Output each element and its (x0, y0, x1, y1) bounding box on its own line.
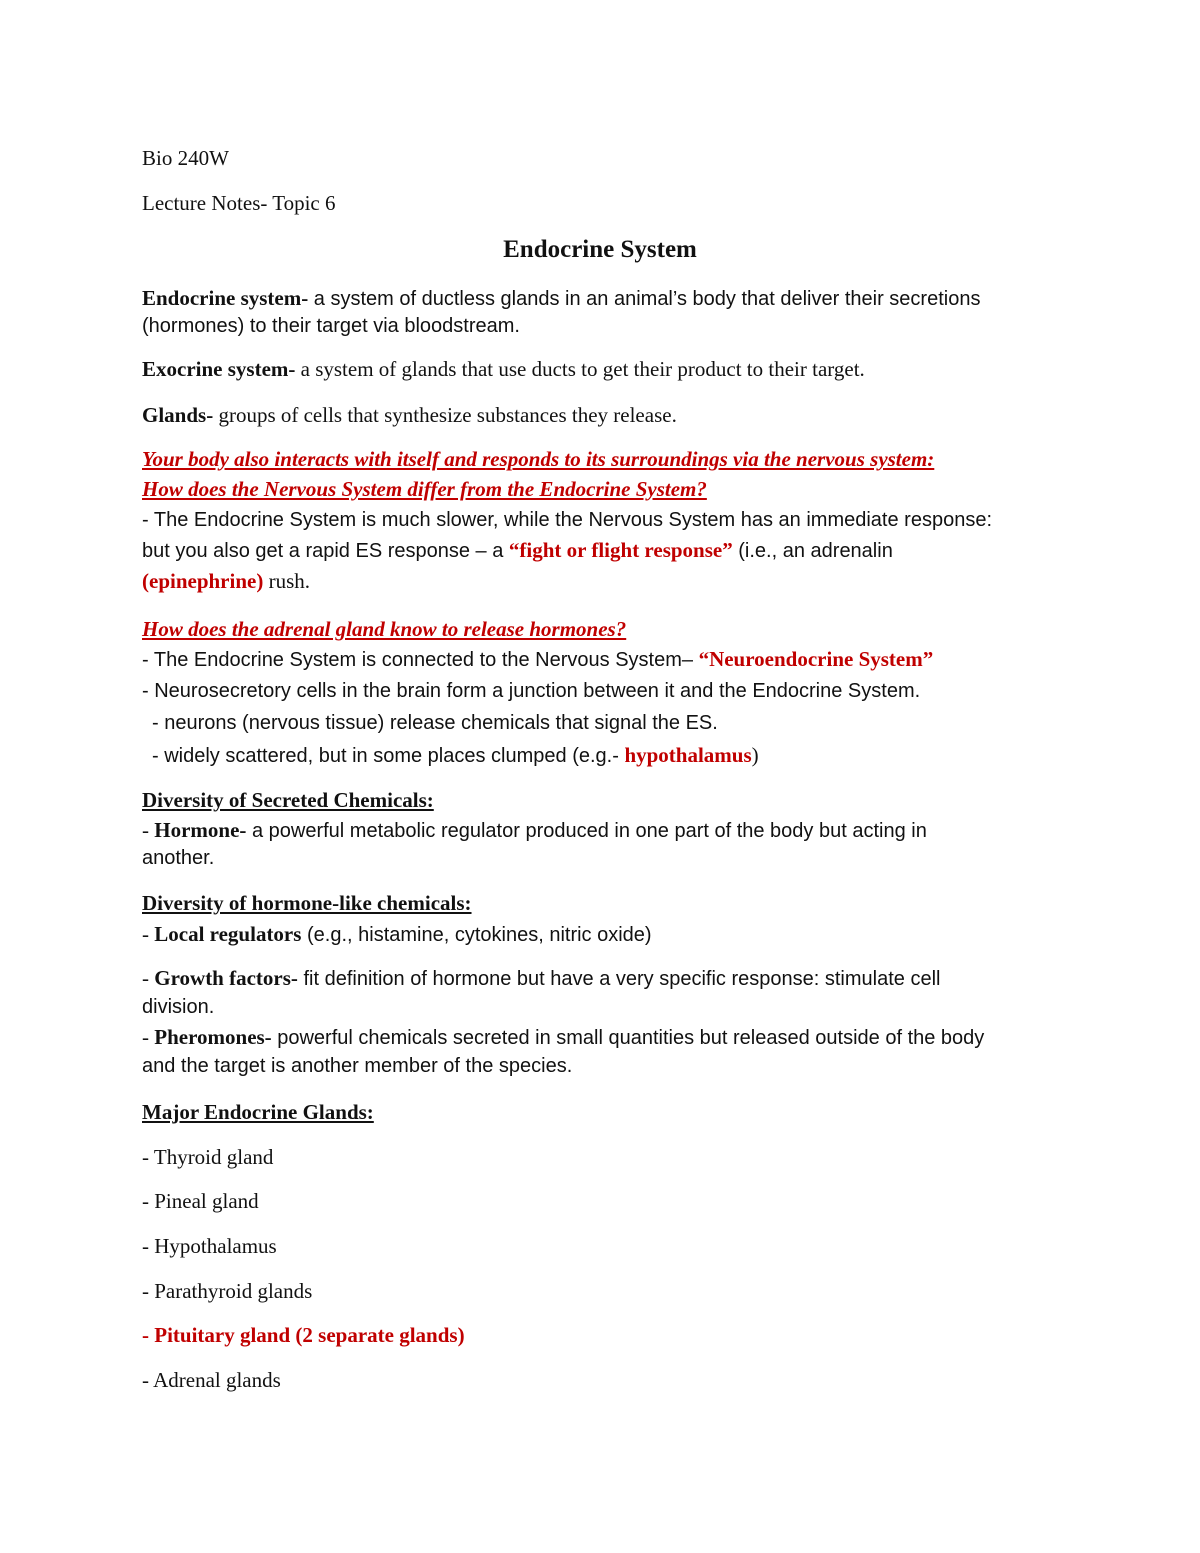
glands-text: groups of cells that synthesize substances they release. (213, 403, 677, 427)
nervous-line-2a: but you also get a rapid ES response – a (142, 540, 509, 562)
growth-text-1: fit definition of hormone but have a very specific response: stimulate cell (297, 968, 941, 990)
nervous-line-1: - The Endocrine System is much slower, while the Nervous System has an immediate response: (142, 509, 992, 531)
gland-item: - Adrenal glands (142, 1368, 281, 1392)
hormone-dash: - (142, 818, 155, 842)
exocrine-term: Exocrine system- (142, 357, 296, 381)
hormone-definition (142, 820, 927, 841)
page-title: Endocrine System (503, 236, 697, 263)
gland-item: - Thyroid gland (142, 1145, 274, 1169)
exocrine-text: a system of glands that use ducts to get their product to their target. (295, 357, 865, 381)
growth-factors (142, 968, 940, 989)
adrenal-line-4b: ) (751, 743, 759, 767)
gland-item-pituitary: - Pituitary gland (2 separate glands) (142, 1323, 465, 1347)
growth-dash: - (142, 966, 155, 990)
hormone-like-heading: Diversity of hormone-like chemicals: (142, 891, 472, 915)
endocrine-text-2: (hormones) to their target via bloodstream. (142, 315, 520, 337)
hormone-text-1: a powerful metabolic regulator produced in one part of the body but acting in (246, 820, 927, 842)
local-regulators (142, 924, 652, 945)
adrenal-line-2: - Neurosecretory cells in the brain form a junction between it and the Endocrine System. (142, 680, 921, 702)
nervous-line-2b: (i.e., an adrenalin (732, 540, 893, 562)
epinephrine-term: (epinephrine) (142, 569, 264, 593)
adrenal-line-4a: - widely scattered, but in some places clumped (e.g.- (152, 745, 625, 767)
nervous-question-1: Your body also interacts with itself and responds to its surroundings via the nervous system: (142, 447, 935, 471)
glands-heading: Major Endocrine Glands: (142, 1100, 374, 1124)
adrenal-line-1 (142, 649, 933, 670)
pher-term: Pheromones- (154, 1025, 272, 1049)
adrenal-question: How does the adrenal gland know to release hormones? (142, 617, 627, 641)
exocrine-definition (142, 359, 865, 380)
nervous-line-3 (142, 571, 310, 592)
gland-item: - Parathyroid glands (142, 1279, 313, 1303)
endocrine-definition (142, 288, 980, 309)
local-text: (e.g., histamine, cytokines, nitric oxide) (301, 924, 652, 946)
growth-text-2: division. (142, 996, 215, 1018)
pher-text-2: and the target is another member of the species. (142, 1055, 573, 1077)
glands-term: Glands- (142, 403, 214, 427)
adrenal-line-3: - neurons (nervous tissue) release chemicals that signal the ES. (152, 712, 718, 734)
endocrine-text-1: a system of ductless glands in an animal’s body that deliver their secretions (308, 288, 981, 310)
lecture-label: Lecture Notes- Topic 6 (142, 191, 336, 215)
neuroendocrine-term: “Neuroendocrine System” (698, 647, 934, 671)
nervous-line-2 (142, 540, 893, 561)
adrenal-line-1a: - The Endocrine System is connected to the Nervous System– (142, 649, 699, 671)
local-term: Local regulators (154, 922, 302, 946)
pher-dash: - (142, 1025, 155, 1049)
secreted-heading: Diversity of Secreted Chemicals: (142, 788, 434, 812)
hormone-term: Hormone- (154, 818, 247, 842)
nervous-question-2: How does the Nervous System differ from the Endocrine System? (142, 477, 707, 501)
local-dash: - (142, 922, 155, 946)
pheromones (142, 1027, 984, 1048)
glands-definition (142, 405, 677, 426)
nervous-line-3b: rush. (263, 569, 311, 593)
gland-item: - Pineal gland (142, 1189, 259, 1213)
endocrine-term: Endocrine system- (142, 286, 309, 310)
hypothalamus-term: hypothalamus (624, 743, 752, 767)
growth-term: Growth factors- (154, 966, 298, 990)
course-code: Bio 240W (142, 146, 229, 170)
adrenal-line-4 (152, 745, 759, 766)
fight-or-flight-term: “fight or flight response” (508, 538, 733, 562)
gland-item: - Hypothalamus (142, 1234, 277, 1258)
pher-text-1: powerful chemicals secreted in small quantities but released outside of the body (271, 1027, 985, 1049)
hormone-text-2: another. (142, 847, 215, 869)
